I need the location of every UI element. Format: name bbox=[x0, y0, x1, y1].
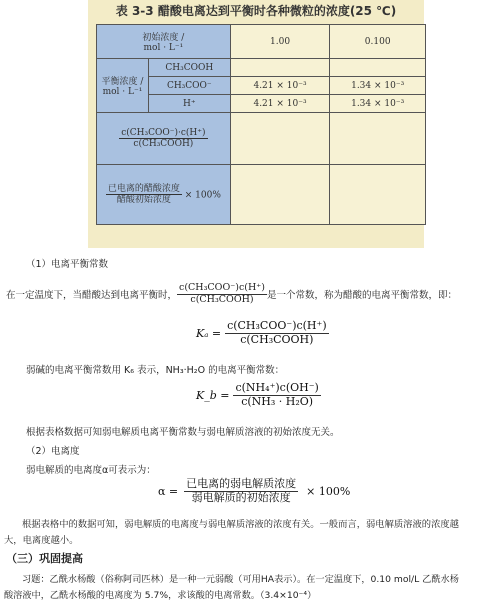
ka-lhs: Kₐ = bbox=[196, 326, 222, 340]
alpha-fraction bbox=[184, 478, 298, 504]
degree-denominator: 醋酸初始浓度 bbox=[116, 195, 171, 205]
heading-degree: （2）电离度 bbox=[26, 446, 80, 457]
equilibrium-label-cell bbox=[97, 59, 149, 113]
equilibrium-label-line1: 平衡浓度 / bbox=[101, 77, 144, 87]
ratio-label-cell bbox=[97, 113, 231, 165]
alpha-lhs: α = bbox=[158, 484, 179, 498]
species-value-1 bbox=[230, 59, 330, 77]
table-row bbox=[97, 25, 426, 59]
initial-label-cell bbox=[97, 25, 231, 59]
paragraph-weak-base: 弱碱的电离平衡常数用 K₆ 表示，NH₃·H₂O 的电离平衡常数： bbox=[26, 365, 285, 376]
degree-value-2 bbox=[330, 165, 426, 225]
concentration-table bbox=[96, 24, 426, 225]
ratio-denominator: c(CH₃COOH) bbox=[133, 139, 194, 149]
kb-lhs: K_b = bbox=[196, 388, 230, 402]
table-row bbox=[97, 59, 426, 77]
alpha-denominator: 弱电解质的初始浓度 bbox=[191, 490, 291, 504]
ratio-numerator: c(CH₃COO⁻)·c(H⁺) bbox=[121, 127, 206, 138]
ratio-value-1 bbox=[230, 113, 330, 165]
ratio-value-2 bbox=[330, 113, 426, 165]
species-label: CH₃COO⁻ bbox=[148, 77, 230, 95]
degree-fraction bbox=[106, 184, 182, 206]
degree-value-1 bbox=[230, 165, 330, 225]
species-value-2: 1.34 × 10⁻³ bbox=[330, 77, 426, 95]
ka-numerator: c(CH₃COO⁻)c(H⁺) bbox=[227, 319, 327, 332]
paragraph-concentration-line2: 大，电离度越小。 bbox=[4, 535, 79, 546]
exercise-line1: 习题：乙酰水杨酸（俗称阿司匹林）是一种一元弱酸（可用HA表示）。在一定温度下，0.10 mol/L 乙酰水杨 bbox=[22, 574, 459, 585]
definition-text-a: 在一定温度下，当醋酸达到电离平衡时， bbox=[6, 290, 178, 302]
table-title: 表 3-3 醋酸电离达到平衡时各种微粒的浓度(25 ℃) bbox=[115, 4, 397, 18]
ka-equation bbox=[196, 320, 329, 346]
initial-label-line2: mol · L⁻¹ bbox=[143, 43, 184, 53]
species-label: H⁺ bbox=[148, 95, 230, 113]
ka-fraction bbox=[225, 320, 329, 346]
alpha-suffix: × 100% bbox=[306, 484, 351, 498]
ratio-fraction bbox=[119, 128, 207, 150]
kb-fraction bbox=[233, 382, 320, 408]
exercise-line2: 酸溶液中，乙酰水杨酸的电离度为 5.7%，求该酸的电离常数。（3.4×10⁻⁴） bbox=[4, 590, 317, 601]
species-value-2: 1.34 × 10⁻³ bbox=[330, 95, 426, 113]
table-row bbox=[97, 165, 426, 225]
kb-equation bbox=[196, 382, 321, 408]
alpha-equation bbox=[158, 478, 350, 504]
table-row bbox=[97, 113, 426, 165]
species-value-1: 4.21 × 10⁻³ bbox=[230, 77, 330, 95]
ka-denominator: c(CH₃COOH) bbox=[240, 332, 314, 346]
species-label: CH₃COOH bbox=[148, 59, 230, 77]
definition-fraction bbox=[177, 283, 267, 306]
paragraph-degree-def: 弱电解质的电离度α可表示为： bbox=[26, 465, 156, 476]
definition-denominator: c(CH₃COOH) bbox=[190, 293, 254, 305]
species-value-2 bbox=[330, 59, 426, 77]
degree-suffix: × 100% bbox=[184, 190, 221, 200]
initial-value-2: 0.100 bbox=[330, 25, 426, 59]
initial-label-line1: 初始浓度 / bbox=[142, 33, 185, 43]
paragraph-definition bbox=[6, 283, 457, 306]
degree-numerator: 已电离的醋酸浓度 bbox=[107, 183, 180, 194]
section-heading-consolidation: （三）巩固提高 bbox=[6, 552, 83, 565]
heading-ionization-constant: （1）电离平衡常数 bbox=[26, 259, 109, 270]
definition-numerator: c(CH₃COO⁻)c(H⁺) bbox=[179, 282, 266, 293]
paragraph-concentration-line1: 根据表格中的数据可知，弱电解质的电离度与弱电解质溶液的浓度有关。一般而言，弱电解质溶液的浓度越 bbox=[22, 519, 459, 530]
degree-label-cell bbox=[97, 165, 231, 225]
alpha-numerator: 已电离的弱电解质浓度 bbox=[186, 477, 297, 490]
equilibrium-label-line2: mol · L⁻¹ bbox=[102, 87, 143, 97]
kb-numerator: c(NH₄⁺)c(OH⁻) bbox=[235, 381, 319, 394]
species-value-1: 4.21 × 10⁻³ bbox=[230, 95, 330, 113]
paragraph-independence: 根据表格数据可知弱电解质电离平衡常数与弱电解质溶液的初始浓度无关。 bbox=[26, 427, 340, 438]
kb-denominator: c(NH₃ · H₂O) bbox=[241, 394, 314, 408]
definition-text-b: 是一个常数，称为醋酸的电离平衡常数，即： bbox=[267, 290, 458, 302]
initial-value-1: 1.00 bbox=[230, 25, 330, 59]
